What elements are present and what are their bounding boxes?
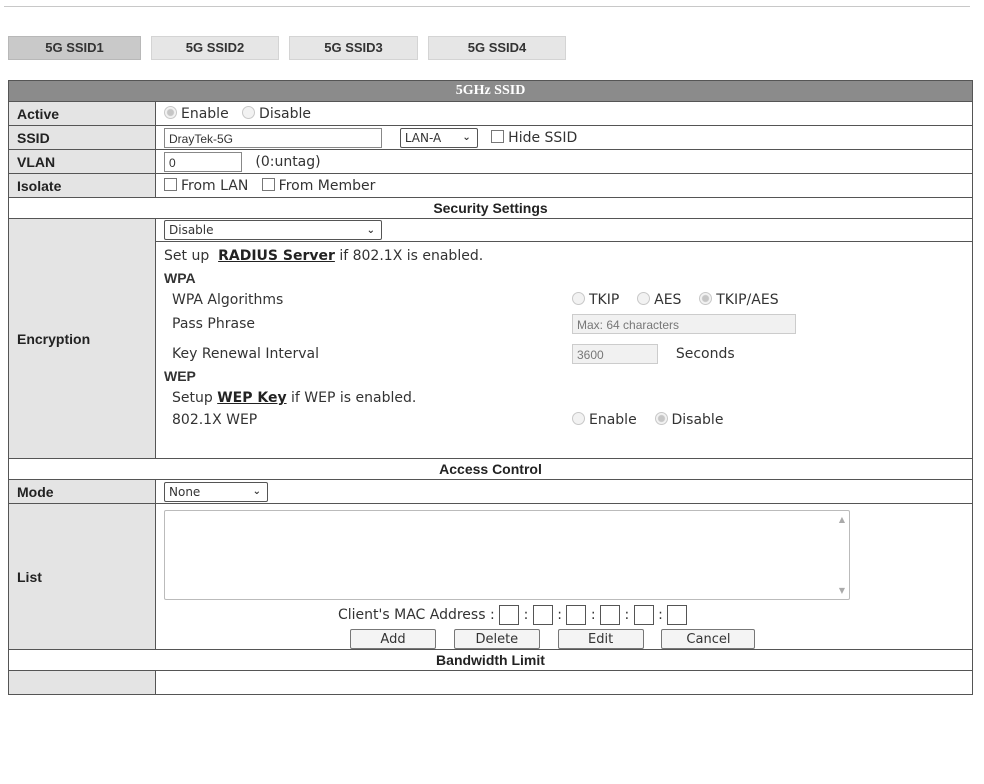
- access-mode-select[interactable]: [164, 482, 268, 502]
- top-divider: [4, 6, 970, 7]
- wep-setup-prefix: Setup: [172, 390, 213, 406]
- mac-octet-1-input[interactable]: [499, 605, 519, 625]
- section-header-bandwidth-limit: Bandwidth Limit: [9, 650, 973, 671]
- encryption-settings: [156, 219, 973, 459]
- wpa-algorithms-row: [164, 289, 964, 311]
- wep-heading: WEP: [164, 368, 196, 384]
- radius-server-link[interactable]: RADIUS Server: [218, 248, 335, 264]
- section-header-5ghz-ssid: 5GHz SSID: [9, 81, 973, 102]
- wep-enable-label: Enable: [589, 412, 637, 428]
- tkip-aes-radio[interactable]: [699, 292, 712, 305]
- from-lan-label: From LAN: [181, 177, 249, 194]
- key-renewal-unit: Seconds: [675, 346, 735, 362]
- wep-setup-suffix: if WEP is enabled.: [291, 390, 417, 406]
- tab-5g-ssid4[interactable]: 5G SSID4: [428, 36, 566, 60]
- radius-setup-suffix: if 802.1X is enabled.: [339, 248, 484, 264]
- wep-disable-label: Disable: [671, 412, 724, 428]
- radius-setup-prefix: Set up: [164, 248, 210, 264]
- lan-select-value: LAN-A: [404, 130, 442, 145]
- wpa-heading: WPA: [164, 270, 196, 286]
- mac-separator: :: [523, 607, 529, 623]
- vlan-note: (0:untag): [255, 153, 321, 170]
- pass-phrase-label: Pass Phrase: [172, 316, 255, 332]
- delete-button[interactable]: Delete: [454, 629, 540, 649]
- active-label: Active: [9, 102, 156, 126]
- vlan-options: [156, 150, 973, 174]
- mac-separator: :: [557, 607, 562, 623]
- encryption-mode-value: Disable: [169, 223, 214, 237]
- chevron-down-icon: ⌄: [252, 486, 261, 497]
- wep-8021x-label: 802.1X WEP: [172, 412, 258, 428]
- hide-ssid-checkbox[interactable]: [491, 130, 504, 143]
- add-button[interactable]: Add: [350, 629, 436, 649]
- mac-address-row: [164, 605, 964, 625]
- ssid-options: [156, 126, 973, 150]
- wpa-algorithms-label: WPA Algorithms: [172, 292, 284, 308]
- tab-5g-ssid3[interactable]: 5G SSID3: [289, 36, 418, 60]
- access-mode-value: None: [169, 484, 201, 499]
- mac-list-textarea[interactable]: [164, 510, 850, 600]
- chevron-down-icon: ⌄: [366, 224, 375, 236]
- ssid-input[interactable]: DrayTek-5G: [164, 128, 382, 148]
- cancel-button[interactable]: Cancel: [661, 629, 755, 649]
- key-renewal-row: [164, 343, 964, 365]
- active-enable-label: Enable: [181, 105, 229, 122]
- tab-5g-ssid2[interactable]: 5G SSID2: [151, 36, 279, 60]
- chevron-down-icon: ⌄: [462, 132, 471, 143]
- mac-separator: :: [624, 607, 630, 623]
- mac-octet-2-input[interactable]: [533, 605, 553, 625]
- isolate-options: [156, 174, 973, 198]
- wep-enable-radio[interactable]: [572, 412, 585, 425]
- active-options: [156, 102, 973, 126]
- edit-button[interactable]: Edit: [558, 629, 644, 649]
- from-member-checkbox[interactable]: [262, 178, 275, 191]
- wep-8021x-row: [164, 409, 964, 431]
- hide-ssid-label: Hide SSID: [508, 129, 578, 146]
- key-renewal-input[interactable]: 3600: [572, 344, 658, 364]
- ssid-settings-table: [8, 80, 973, 695]
- section-header-access-control: Access Control: [9, 459, 973, 480]
- active-enable-radio[interactable]: [164, 106, 177, 119]
- section-header-security: Security Settings: [9, 198, 973, 219]
- bandwidth-row-label: [9, 671, 156, 695]
- active-disable-radio[interactable]: [242, 106, 255, 119]
- mac-separator: :: [658, 607, 663, 623]
- isolate-label: Isolate: [9, 174, 156, 198]
- pass-phrase-input[interactable]: Max: 64 characters: [572, 314, 796, 334]
- tkip-radio[interactable]: [572, 292, 585, 305]
- mac-octet-4-input[interactable]: [600, 605, 620, 625]
- scroll-down-icon[interactable]: ▼: [838, 586, 845, 595]
- pass-phrase-row: [164, 313, 964, 335]
- lan-select[interactable]: [400, 128, 478, 148]
- list-label: List: [9, 504, 156, 650]
- encryption-mode-select[interactable]: [164, 220, 382, 240]
- from-member-label: From Member: [278, 177, 376, 194]
- mode-label: Mode: [9, 480, 156, 504]
- list-area: [156, 504, 973, 650]
- vlan-label: VLAN: [9, 150, 156, 174]
- wep-disable-radio[interactable]: [655, 412, 668, 425]
- tkip-label: TKIP: [589, 292, 620, 308]
- from-lan-checkbox[interactable]: [164, 178, 177, 191]
- mac-separator: :: [590, 607, 596, 623]
- vlan-input[interactable]: 0: [164, 152, 242, 172]
- list-buttons: [164, 629, 964, 649]
- bandwidth-row-value: [156, 671, 973, 695]
- encryption-label: Encryption: [9, 219, 156, 459]
- wep-setup-line: [164, 387, 964, 409]
- key-renewal-label: Key Renewal Interval: [172, 346, 320, 362]
- scroll-up-icon[interactable]: ▲: [838, 515, 845, 524]
- active-disable-label: Disable: [259, 105, 311, 122]
- mac-octet-3-input[interactable]: [566, 605, 586, 625]
- mode-options: [156, 480, 973, 504]
- mac-address-label: Client's MAC Address :: [338, 607, 495, 623]
- aes-radio[interactable]: [637, 292, 650, 305]
- tab-5g-ssid1[interactable]: 5G SSID1: [8, 36, 141, 60]
- radius-setup-line: [164, 245, 964, 267]
- wep-key-link[interactable]: WEP Key: [217, 390, 287, 406]
- ssid-label: SSID: [9, 126, 156, 150]
- ssid-tabs: [8, 36, 576, 58]
- tkip-aes-label: TKIP/AES: [716, 292, 779, 308]
- mac-octet-5-input[interactable]: [634, 605, 654, 625]
- aes-label: AES: [654, 292, 682, 308]
- mac-octet-6-input[interactable]: [667, 605, 687, 625]
